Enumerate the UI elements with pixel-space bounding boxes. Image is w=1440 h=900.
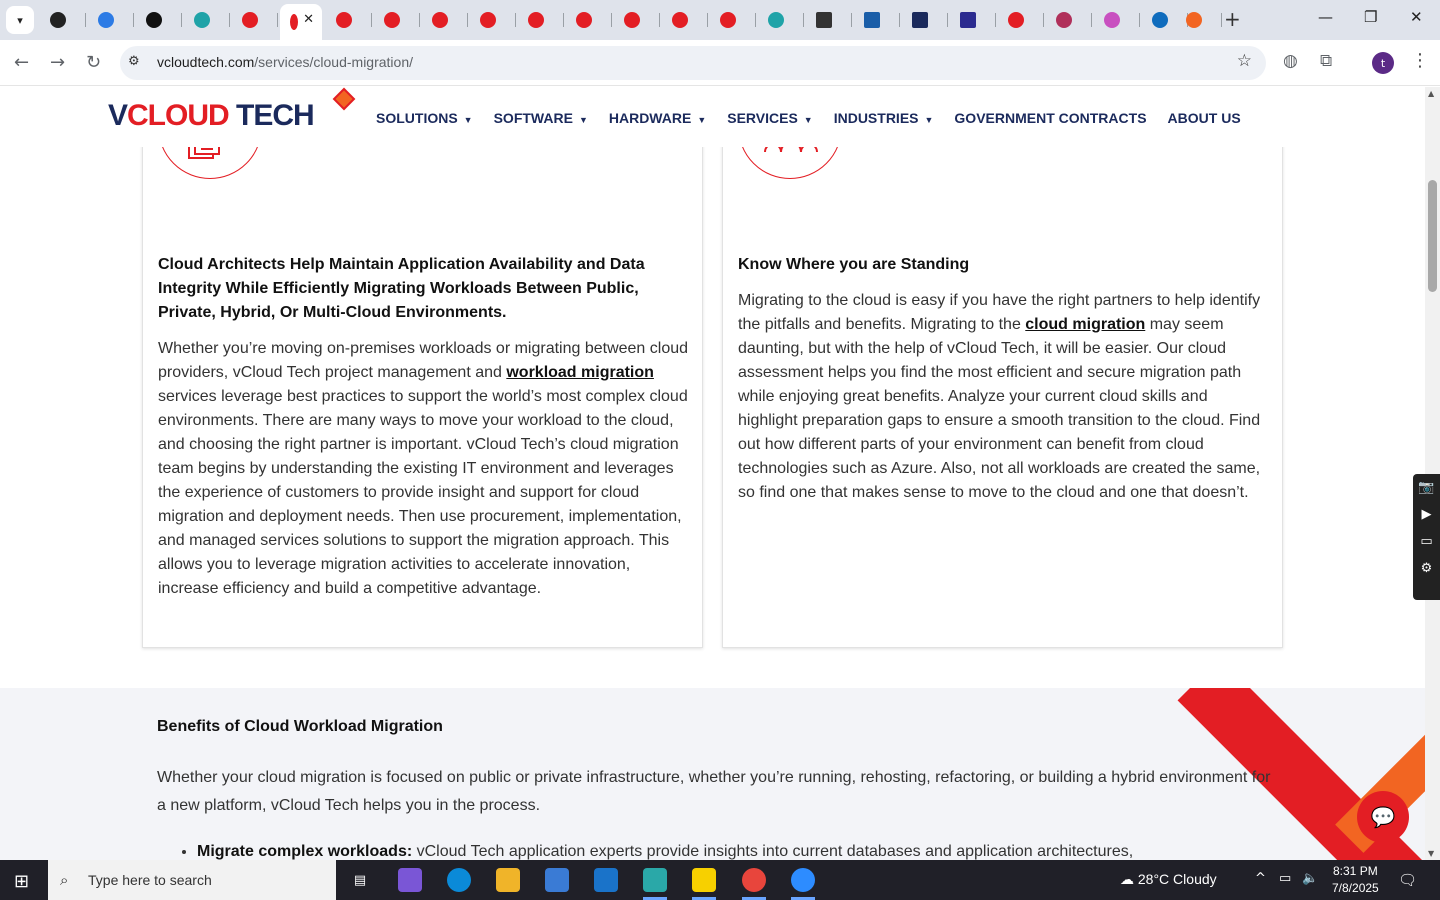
benefits-paragraph: Whether your cloud migration is focused on public or private infrastructure, whether you’re running, rehosting, refactoring, or building a hybrid environment for a new platform, vCloud Tech helps you in the process. bbox=[157, 769, 1271, 814]
benefits-list bbox=[197, 840, 1297, 860]
tab-favicon-icon bbox=[336, 12, 352, 28]
site-header bbox=[0, 87, 1425, 147]
profile-avatar[interactable]: t bbox=[1372, 52, 1394, 74]
browser-tab[interactable] bbox=[136, 6, 182, 34]
tab-favicon-icon bbox=[720, 12, 736, 28]
tab-favicon-icon bbox=[816, 12, 832, 28]
file-explorer-icon[interactable] bbox=[496, 868, 520, 892]
menu-hardware[interactable]: HARDWARE ▼ bbox=[608, 110, 707, 126]
system-clock[interactable]: 8:31 PM 7/8/2025 bbox=[1332, 864, 1379, 895]
tab-favicon-icon bbox=[864, 12, 880, 28]
card-body: Whether you’re moving on-premises workloads or migrating between cloud providers, vCloud Tech project management and workload migration services leverage best practices to support the world’s most complex cloud environments. There are many ways to move your workload to the cloud, and choosing the right partner is important. vCloud Tech’s cloud migration team begins by understanding the existing IT environment and leverages the experience of customers to provide insight and support for cloud migration and deployment needs. Then use procurement, implementation, and managed services solutions to support the migration approach. This allows you to leverage migration activities to accelerate innovation, increase efficiency and build a competitive advantage. bbox=[158, 340, 689, 597]
tab-favicon-icon bbox=[624, 12, 640, 28]
tab-favicon-icon bbox=[960, 12, 976, 28]
browser-tab[interactable] bbox=[758, 6, 804, 34]
bookmark-star-icon[interactable]: ☆ bbox=[1236, 51, 1252, 71]
tab-favicon-icon bbox=[242, 12, 258, 28]
card-body: Migrating to the cloud is easy if you have the right partners to help identify the pitfalls and benefits. Migrating to the cloud migration may seem daunting, but with the help of vCloud Tech, it will be easier. Our cloud assessment helps you find the most efficient and secure migration path while enjoying great benefits. Analyze your current cloud skills and highlight preparation gaps to ensure a smooth transition to the cloud. Find out how different parts of your environment can benefit from cloud technologies such as Azure. Also, not all workloads are created the same, so find one that makes sense to move to the cloud and one that doesn’t. bbox=[738, 292, 1261, 501]
site-logo[interactable]: VCLOUD TECH bbox=[108, 99, 314, 132]
browser-tab[interactable] bbox=[88, 6, 134, 34]
sticky-notes-icon[interactable] bbox=[692, 868, 716, 892]
browser-tab[interactable] bbox=[374, 6, 420, 34]
new-tab-button[interactable]: + bbox=[1224, 7, 1241, 31]
chevron-up-icon[interactable]: ^ bbox=[1255, 871, 1266, 886]
capture-toolbar bbox=[1413, 474, 1440, 600]
close-window-button[interactable]: ✕ bbox=[1410, 8, 1423, 26]
url-text[interactable]: vcloudtech.com/services/cloud-migration/ bbox=[157, 54, 414, 70]
browser-tab[interactable] bbox=[1046, 6, 1092, 34]
tab-favicon-icon bbox=[384, 12, 400, 28]
reload-icon[interactable]: ↻ bbox=[86, 52, 102, 73]
minimize-button[interactable]: — bbox=[1318, 8, 1333, 26]
tab-favicon-icon bbox=[146, 12, 162, 28]
tab-favicon-icon bbox=[98, 12, 114, 28]
benefits-heading: Benefits of Cloud Workload Migration bbox=[157, 718, 443, 735]
chevron-down-icon: ▼ bbox=[924, 115, 934, 125]
menu-solutions[interactable]: SOLUTIONS ▼ bbox=[376, 110, 473, 126]
tab-favicon-icon bbox=[912, 12, 928, 28]
card-title: Cloud Architects Help Maintain Application Availability and Data Integrity While Efficiently Migrating Workloads Between Public, Private, Hybrid, Or Multi-Cloud Environments. bbox=[158, 256, 645, 321]
tab-favicon-icon bbox=[290, 14, 298, 30]
address-bar[interactable] bbox=[120, 46, 1266, 80]
page-viewport bbox=[0, 87, 1425, 860]
menu-software[interactable]: SOFTWARE ▼ bbox=[493, 110, 588, 126]
chevron-down-icon: ▼ bbox=[697, 115, 707, 125]
back-icon[interactable]: ← bbox=[14, 52, 30, 73]
close-tab-icon[interactable]: ✕ bbox=[303, 12, 314, 27]
card-title: Know Where you are Standing bbox=[738, 256, 970, 273]
tab-favicon-icon bbox=[1104, 12, 1120, 28]
workload-migration-link[interactable]: workload migration bbox=[506, 364, 654, 381]
list-item: • Migrate complex workloads: vCloud Tech application experts provide insights into current databases and application architectures, bbox=[197, 840, 1297, 860]
windows-start-icon[interactable]: ⊞ bbox=[14, 871, 30, 892]
chevron-down-icon: ▼ bbox=[803, 115, 813, 125]
tab-favicon-icon bbox=[432, 12, 448, 28]
tab-favicon-icon bbox=[1186, 12, 1202, 28]
taskbar-search[interactable] bbox=[48, 860, 336, 900]
app-icon[interactable] bbox=[643, 868, 667, 892]
tab-favicon-icon bbox=[194, 12, 210, 28]
browser-tab[interactable] bbox=[40, 6, 86, 34]
chevron-down-icon: ▼ bbox=[578, 115, 588, 125]
browser-tab[interactable] bbox=[662, 6, 708, 34]
tab-strip bbox=[0, 0, 1440, 40]
scroll-down-icon[interactable]: ▼ bbox=[1428, 849, 1435, 858]
volume-icon[interactable]: 🔈 bbox=[1302, 871, 1319, 886]
browser-tab[interactable] bbox=[422, 6, 468, 34]
notification-icon[interactable]: 🗨 bbox=[1398, 871, 1418, 889]
browser-menu-icon[interactable]: ⋮ bbox=[1411, 50, 1429, 71]
tab-favicon-icon bbox=[768, 12, 784, 28]
main-menu bbox=[376, 110, 1262, 126]
task-view-icon[interactable]: ▤ bbox=[353, 872, 367, 888]
windows-taskbar bbox=[0, 860, 1440, 900]
browser-tab[interactable] bbox=[614, 6, 660, 34]
restore-button[interactable]: ❐ bbox=[1364, 8, 1378, 26]
browser-tab[interactable] bbox=[710, 6, 756, 34]
browser-toolbar bbox=[0, 40, 1440, 86]
browser-tab[interactable] bbox=[950, 6, 996, 34]
browser-tab[interactable] bbox=[326, 6, 372, 34]
network-icon[interactable]: ▭ bbox=[1279, 871, 1292, 886]
tab-favicon-icon bbox=[672, 12, 688, 28]
benefits-section bbox=[0, 688, 1425, 860]
cloud-icon: ☁ bbox=[1120, 871, 1138, 887]
chevron-down-icon: ▼ bbox=[463, 115, 473, 125]
weather-widget[interactable]: ☁ 28°C Cloudy bbox=[1120, 871, 1217, 887]
camera-icon[interactable]: 📷 bbox=[1418, 480, 1435, 495]
chat-icon[interactable]: 💬 bbox=[1357, 791, 1409, 843]
scroll-up-icon[interactable]: ▲ bbox=[1428, 89, 1435, 98]
tab-search-button[interactable]: ▾ bbox=[6, 6, 34, 34]
browser-tab[interactable] bbox=[184, 6, 230, 34]
extensions-icon[interactable]: ⧉ bbox=[1320, 51, 1333, 71]
store-icon[interactable] bbox=[545, 868, 569, 892]
tab-favicon-icon bbox=[528, 12, 544, 28]
browser-tab[interactable] bbox=[998, 6, 1044, 34]
browser-tab[interactable] bbox=[518, 6, 564, 34]
service-card-standing bbox=[722, 87, 1283, 648]
tab-favicon-icon bbox=[50, 12, 66, 28]
tab-favicon-icon bbox=[480, 12, 496, 28]
browser-tab[interactable] bbox=[806, 6, 852, 34]
search-icon: ⌕ bbox=[60, 871, 69, 889]
menu-industries[interactable]: INDUSTRIES ▼ bbox=[833, 110, 934, 126]
copilot-icon[interactable] bbox=[398, 868, 422, 892]
logo-badge-icon bbox=[333, 88, 356, 111]
tab-favicon-icon bbox=[576, 12, 592, 28]
zoom-icon[interactable] bbox=[791, 868, 815, 892]
menu-government-contracts[interactable]: GOVERNMENT CONTRACTS bbox=[954, 110, 1147, 126]
active-browser-tab[interactable] bbox=[280, 4, 322, 40]
chrome-icon[interactable] bbox=[742, 868, 766, 892]
tab-favicon-icon bbox=[1056, 12, 1072, 28]
menu-about-us[interactable]: ABOUT US bbox=[1167, 110, 1241, 126]
browser-tab[interactable] bbox=[854, 6, 900, 34]
tab-favicon-icon bbox=[1152, 12, 1168, 28]
browser-tab[interactable] bbox=[470, 6, 516, 34]
browser-tab[interactable] bbox=[1094, 6, 1140, 34]
mail-icon[interactable] bbox=[594, 868, 618, 892]
scroll-thumb[interactable] bbox=[1428, 180, 1437, 292]
site-info-icon[interactable]: ⚙ bbox=[128, 54, 140, 69]
forward-icon[interactable]: → bbox=[50, 52, 66, 73]
service-card-architects bbox=[142, 87, 703, 648]
video-icon[interactable]: ▶ bbox=[1421, 507, 1432, 522]
cloud-migration-link[interactable]: cloud migration bbox=[1025, 316, 1146, 333]
gear-icon[interactable]: ⚙ bbox=[1420, 561, 1433, 576]
menu-services[interactable]: SERVICES ▼ bbox=[727, 110, 813, 126]
edge-icon[interactable] bbox=[447, 868, 471, 892]
translate-icon[interactable]: ◍ bbox=[1283, 51, 1298, 71]
browser-tab[interactable] bbox=[1176, 6, 1222, 34]
tab-favicon-icon bbox=[1008, 12, 1024, 28]
window-icon[interactable]: ▭ bbox=[1420, 534, 1433, 549]
browser-tab[interactable] bbox=[566, 6, 612, 34]
browser-tab[interactable] bbox=[232, 6, 278, 34]
browser-tab[interactable] bbox=[902, 6, 948, 34]
search-placeholder: Type here to search bbox=[88, 872, 212, 888]
